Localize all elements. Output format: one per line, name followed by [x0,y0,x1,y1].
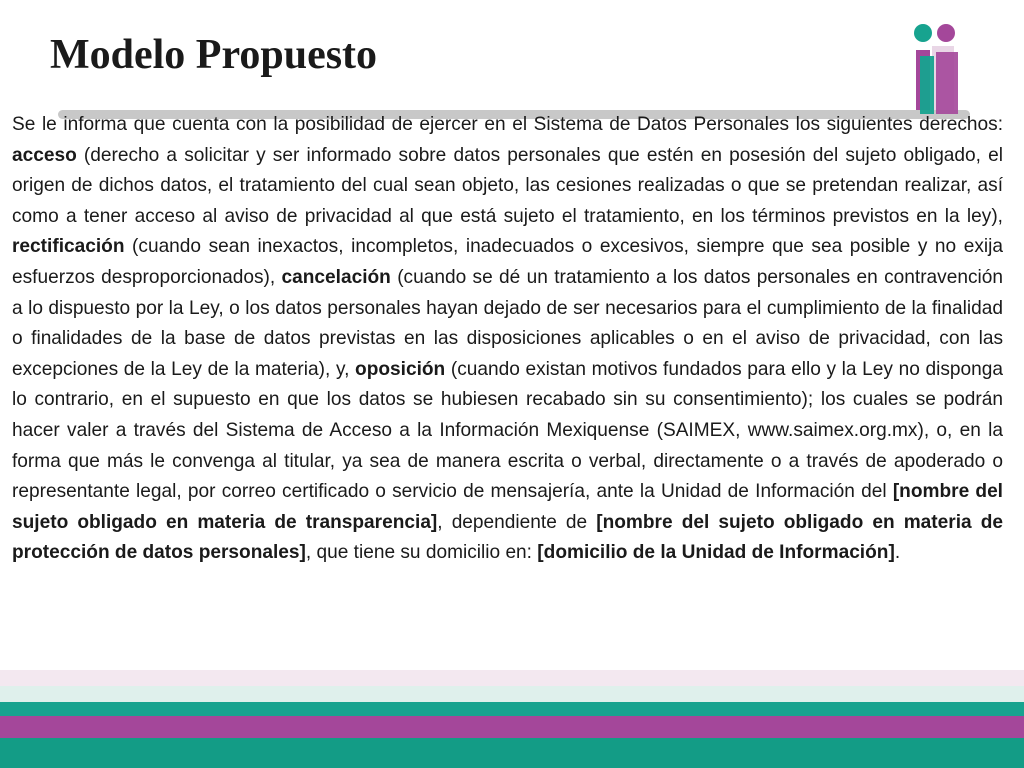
footer-band-purple [0,716,1024,738]
right-oposicion: oposición [355,358,446,380]
right-cancelacion: cancelación [281,266,391,288]
slide-title: Modelo Propuesto [50,32,378,78]
paragraph-text: (derecho a solicitar y ser informado sobre datos personales que estén en posesión del sujeto obligado, el origen de dichos datos, el tratamiento del cual sean objeto, las cesiones realizadas o que se pretendan realizar, así como a tener acceso al aviso de privacidad al que está sujeto el tratamiento, en los términos previstos en la ley), [12,144,1003,227]
footer-band-light-teal [0,686,1024,702]
footer-band-light-pink [0,670,1024,686]
right-acceso: acceso [12,144,77,166]
paragraph-text: Se le informa que cuenta con la posibilidad de ejercer en el Sistema de Datos Personales los siguientes derechos: [12,114,1003,135]
paragraph-text: . [894,542,901,564]
placeholder-data-protection-entity: [nombre del sujeto obligado en materia de protección de datos personales] [12,511,1003,564]
paragraph-text: , que tiene su domicilio en: [305,542,538,564]
right-rectificacion: rectificación [12,236,125,258]
paragraph-text: (cuando sean inexactos, incompletos, inadecuados o excesivos, siempre que sea posible y no exija esfuerzos desproporcionados), [12,236,1003,288]
footer-band-teal [0,702,1024,716]
placeholder-unit-address: [domicilio de la Unidad de Información] [537,542,895,564]
paragraph-text: , dependiente de [437,511,597,533]
paragraph-text: (cuando existan motivos fundados para ello y la Ley no disponga lo contrario, en el supuesto en que los datos se hubiesen recabado sin su consentimiento); los cuales se podrán hacer valer a través del Sistema de Acceso a la Información Mexiquense (SAIMEX, www.saimex.org.mx), o, en la forma que más le convenga al titular, ya sea de manera escrita o verbal, directamente o a través de apoderado o representante legal, por correo certificado o servicio de mensajería, ante la Unidad de Información del [12,358,1003,503]
footer-band-teal-bottom [0,738,1024,768]
placeholder-transparency-entity: [nombre del sujeto obligado en materia de transparencia] [12,481,1003,533]
paragraph-text: (cuando se dé un tratamiento a los datos personales en contravención a lo dispuesto por la Ley, o los datos personales hayan dejado de ser necesarios para el cumplimiento de la finalidad o finalidades de la base de datos previstas en las disposiciones aplicables o en el aviso de privacidad, con las excepciones de la Ley de la materia), y, [12,266,1003,380]
institutional-logo-icon [912,22,964,114]
rights-notice-paragraph [12,110,1003,569]
